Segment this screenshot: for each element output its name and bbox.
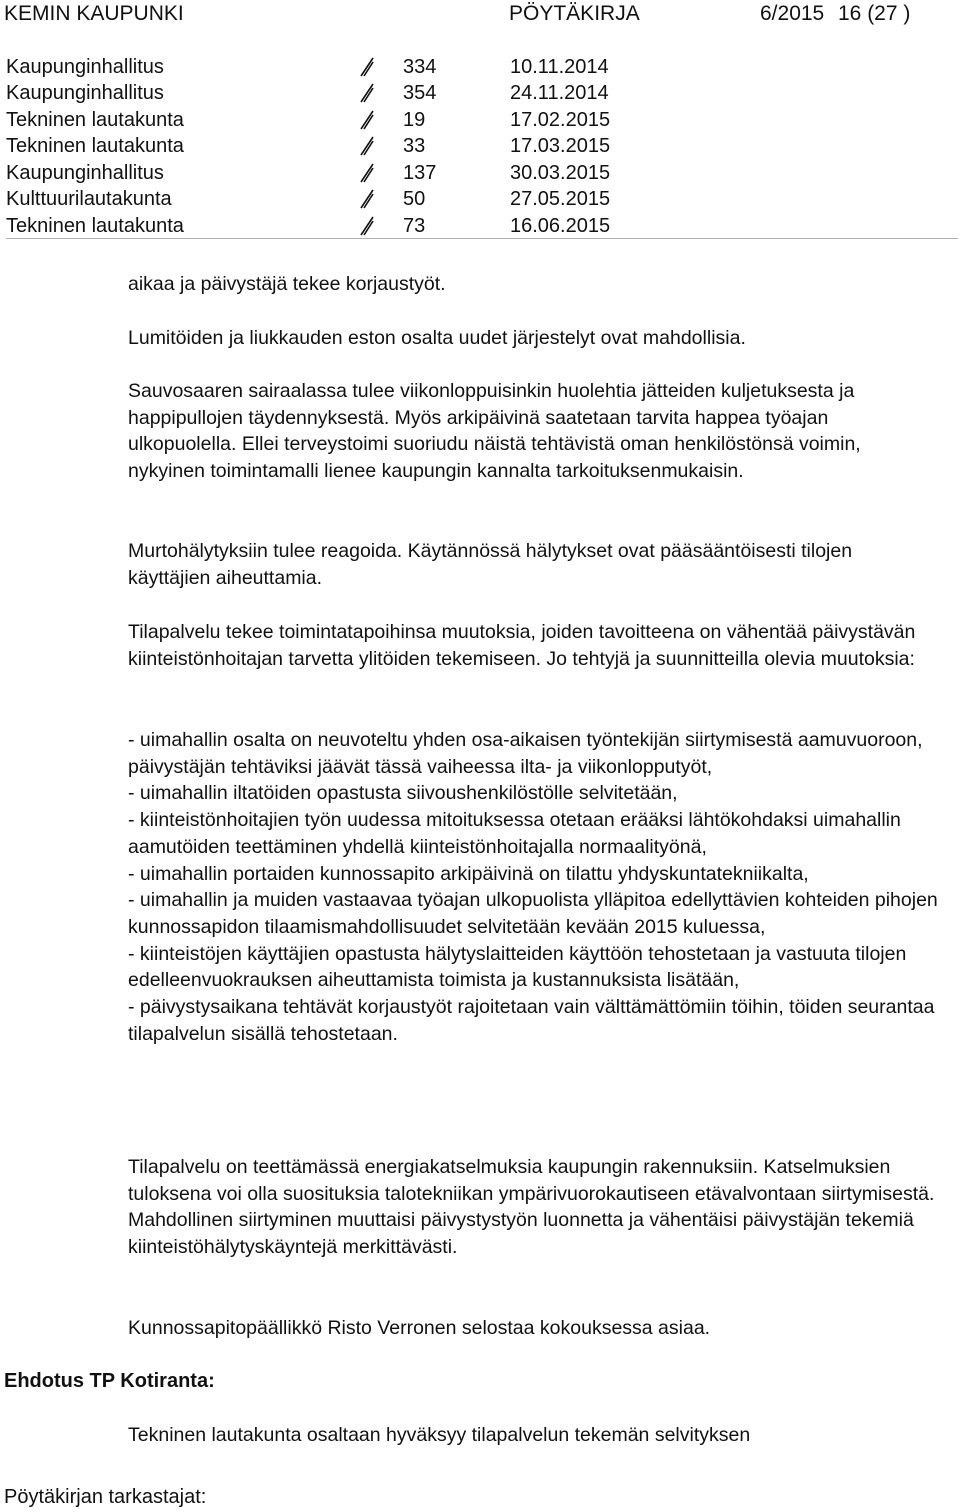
reference-number: 50 xyxy=(403,188,426,210)
list-item: - päivystysaikana tehtävät korjaustyöt rajoitetaan vain välttämättömiin töihin, töiden seurantaa tilapalvelun sisällä tehostetaan. xyxy=(128,996,935,1045)
change-list xyxy=(128,727,943,1047)
reference-row xyxy=(6,213,946,239)
document-type: PÖYTÄKIRJA xyxy=(509,2,640,25)
reference-row xyxy=(6,133,946,159)
reference-body: Kaupunginhallitus xyxy=(6,162,164,184)
reference-row xyxy=(6,186,946,212)
paragraph-text: Tilapalvelu on teettämässä energiakatselmuksia kaupungin rakennuksiin. Katselmuksien tuloksena voi olla suosituksia talotekniikan ympärivuorokautiseen etävalvontaan siirtymisestä. Mahdollinen siirtyminen muuttaisi päivystystyön luonnetta ja vähentäisi päivystäjän tekemiä kiinteistöhälytyskäyntejä merkittävästi. xyxy=(128,1156,935,1259)
section-sign-icon xyxy=(359,110,375,130)
section-sign-icon xyxy=(359,189,375,209)
reference-number: 137 xyxy=(403,162,437,184)
paragraph-text: aikaa ja päivystäjä tekee korjaustyöt. xyxy=(128,273,446,295)
paragraph-text: Murtohälytyksiin tulee reagoida. Käytännössä hälytykset ovat pääsääntöisesti tilojen käyttäjien aiheuttamia. xyxy=(128,540,853,589)
reference-date: 17.03.2015 xyxy=(510,135,611,157)
reference-number: 33 xyxy=(403,135,426,157)
paragraph xyxy=(128,271,960,298)
section-sign-icon xyxy=(359,163,375,183)
page-number: 16 (27 ) xyxy=(838,2,911,25)
reference-date: 24.11.2014 xyxy=(510,82,609,104)
reference-number: 334 xyxy=(403,56,437,78)
reference-number: 354 xyxy=(403,82,437,104)
section-divider xyxy=(6,238,958,239)
reference-row xyxy=(6,54,946,80)
paragraph-text: Lumitöiden ja liukkauden eston osalta uudet järjestelyt ovat mahdollisia. xyxy=(128,327,746,349)
paragraph-text: Sauvosaaren sairaalassa tulee viikonloppuisinkin huolehtia jätteiden kuljetuksesta ja happipullojen täydennyksestä. Myös arkipäivinä saatetaan tarvita happea työajan ulkopuolella. Ellei terveystoimi suoriudu näistä tehtävistä oman henkilöstönsä voimin, nykyinen toimintamalli lienee kaupungin kannalta tarkoituksenmukaisin. xyxy=(128,380,861,483)
city-name: KEMIN KAUPUNKI xyxy=(4,2,184,25)
paragraph-text: Tilapalvelu tekee toimintatapoihinsa muutoksia, joiden tavoitteena on vähentää päivystävän kiinteistönhoitajan tarvetta ylitöiden tekemiseen. Jo tehtyjä ja suunnitteilla olevia muutoksia: xyxy=(128,621,916,670)
reference-number: 19 xyxy=(403,109,426,131)
section-sign-icon xyxy=(359,136,375,156)
paragraph xyxy=(128,1154,958,1261)
list-item: - kiinteistöjen käyttäjien opastusta hälytyslaitteiden käyttöön tehostetaan ja vastuuta tilojen edelleenvuokrauksen aiheuttamista toimista ja kustannuksista lisätään, xyxy=(128,942,907,992)
reference-row xyxy=(6,80,946,106)
reference-body: Kulttuurilautakunta xyxy=(6,188,172,210)
list-item: - uimahallin ja muiden vastaavaa työajan ulkopuolista ylläpitoa edellyttävien kohteiden pihojen kunnossapidon tilaamismahdollisuudet selvitetään kevään 2015 kuluessa, xyxy=(128,889,938,938)
paragraph xyxy=(128,1422,960,1449)
reference-row xyxy=(6,107,946,133)
reference-body: Tekninen lautakunta xyxy=(6,109,184,131)
section-sign-icon xyxy=(359,57,375,77)
reference-body: Tekninen lautakunta xyxy=(6,135,184,157)
list-item: - uimahallin osalta on neuvoteltu yhden osa-aikaisen työntekijän siirtymisestä aamuvuoroon, päivystäjän tehtäviksi jäävät tässä vaiheessa ilta- ja viikonlopputyöt, xyxy=(128,729,923,778)
minutes-checkers-label: Pöytäkirjan tarkastajat: xyxy=(4,1486,207,1508)
list-item: - kiinteistönhoitajien työn uudessa mitoituksessa otetaan erääksi lähtökohdaksi uimahallin aamutöiden teettäminen yhdellä kiinteistönhoitajalla normaalityönä, xyxy=(128,809,901,858)
paragraph xyxy=(128,325,960,352)
reference-date: 16.06.2015 xyxy=(510,215,611,237)
reference-row xyxy=(6,160,946,186)
reference-date: 17.02.2015 xyxy=(510,109,611,131)
reference-body: Kaupunginhallitus xyxy=(6,56,164,78)
list-item: - uimahallin portaiden kunnossapito arkipäivinä on tilattu yhdyskuntatekniikalta, xyxy=(128,862,809,885)
paragraph xyxy=(128,378,938,485)
reference-number: 73 xyxy=(403,215,426,237)
reference-body: Kaupunginhallitus xyxy=(6,82,164,104)
reference-date: 30.03.2015 xyxy=(510,162,611,184)
proposal-label: Ehdotus TP Kotiranta: xyxy=(4,1370,215,1392)
reference-body: Tekninen lautakunta xyxy=(6,215,184,237)
paragraph-text: Kunnossapitopäällikkö Risto Verronen selostaa kokouksessa asiaa. xyxy=(128,1317,711,1339)
document-number: 6/2015 xyxy=(760,2,825,25)
paragraph-text: Tekninen lautakunta osaltaan hyväksyy tilapalvelun tekemän selvityksen xyxy=(128,1424,751,1446)
section-sign-icon xyxy=(359,83,375,103)
paragraph xyxy=(128,538,928,591)
section-sign-icon xyxy=(359,216,375,236)
reference-date: 10.11.2014 xyxy=(510,56,609,78)
paragraph xyxy=(128,619,948,672)
reference-date: 27.05.2015 xyxy=(510,188,611,210)
paragraph xyxy=(128,1315,960,1342)
list-item: - uimahallin iltatöiden opastusta siivoushenkilöstölle selvitetään, xyxy=(128,782,678,805)
